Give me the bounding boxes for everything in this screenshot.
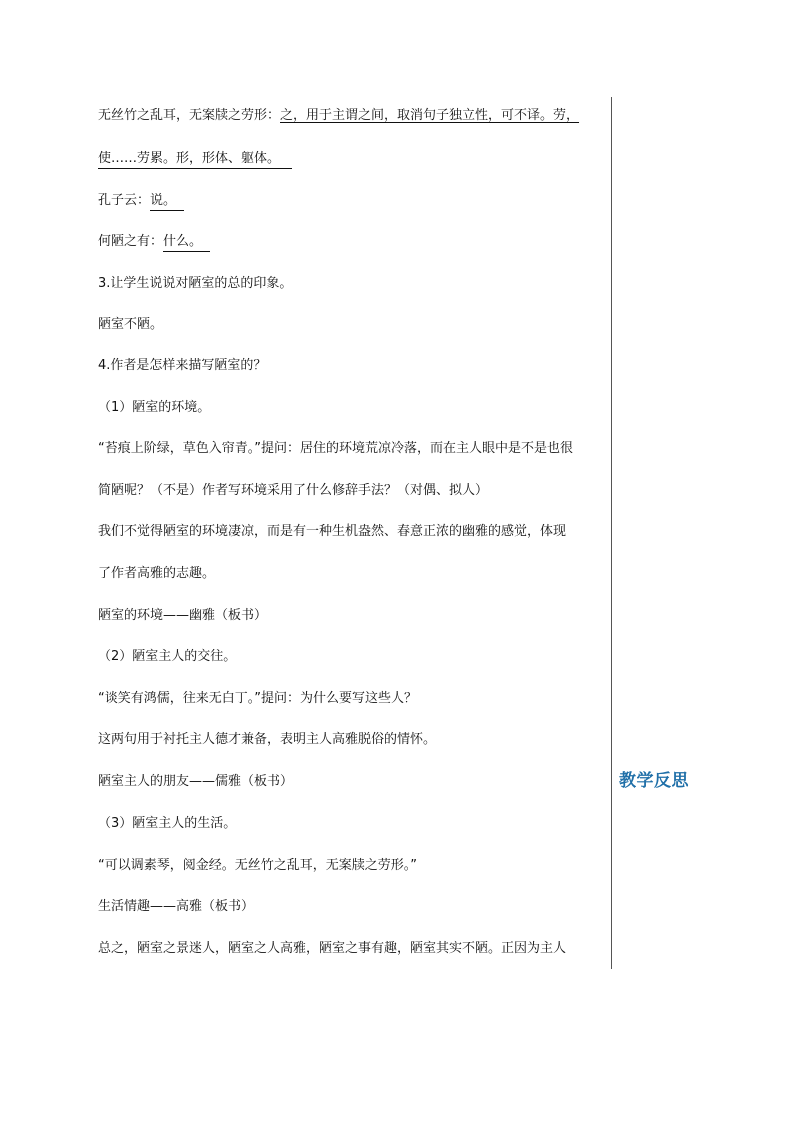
text-line-15: “谈笑有鸿儒，往来无白丁。”提问：为什么要写这些人？ [98, 691, 417, 706]
text-line-21: 总之，陋室之景迷人，陋室之人高雅，陋室之事有趣，陋室其实不陋。正因为主人 [98, 941, 567, 956]
line-text: 何陋之有： [98, 234, 164, 249]
text-line-12: 了作者高雅的志趣。 [98, 566, 216, 581]
text-line-13: 陋室的环境——幽雅（板书） [98, 608, 268, 623]
line-text: 孔子云： [98, 193, 151, 208]
text-line-19: “可以调素琴，阅金经。无丝竹之乱耳，无案牍之劳形。” [98, 858, 417, 873]
text-line-20: 生活情趣——高雅（板书） [98, 899, 255, 914]
column-divider [611, 97, 612, 969]
text-line-10: 简陋呢？（不是）作者写环境采用了什么修辞手法？（对偶、拟人） [98, 483, 489, 498]
text-line-8: （1）陋室的环境。 [98, 400, 211, 415]
text-line-18: （3）陋室主人的生活。 [98, 816, 237, 831]
line-text: 无丝竹之乱耳，无案牍之劳形： [98, 108, 281, 123]
teaching-reflection-title: 教学反思 [619, 771, 689, 791]
text-line-4 [98, 233, 210, 252]
text-line-1 [98, 107, 579, 125]
text-line-3 [98, 192, 184, 211]
underlined-note: 使……劳累。形，形体、躯体。 [98, 150, 292, 169]
text-line-7: 4.作者是怎样来描写陋室的？ [98, 358, 267, 373]
underlined-note: 说。 [150, 192, 184, 211]
underlined-note: 之，用于主谓之间，取消句子独立性，可不译。劳， [280, 108, 580, 123]
text-line-17: 陋室主人的朋友——儒雅（板书） [98, 774, 294, 789]
text-line-5: 3.让学生说说对陋室的总的印象。 [98, 276, 293, 291]
text-line-2 [98, 150, 292, 169]
text-line-14: （2）陋室主人的交往。 [98, 649, 237, 664]
text-line-11: 我们不觉得陋室的环境凄凉，而是有一种生机盎然、春意正浓的幽雅的感觉，体现 [98, 524, 567, 539]
text-line-9: “苔痕上阶绿，草色入帘青。”提问：居住的环境荒凉冷落，而在主人眼中是不是也很 [98, 441, 573, 456]
underlined-note: 什么。 [163, 233, 210, 252]
text-line-6: 陋室不陋。 [98, 317, 164, 332]
text-line-16: 这两句用于衬托主人德才兼备，表明主人高雅脱俗的情怀。 [98, 732, 437, 747]
